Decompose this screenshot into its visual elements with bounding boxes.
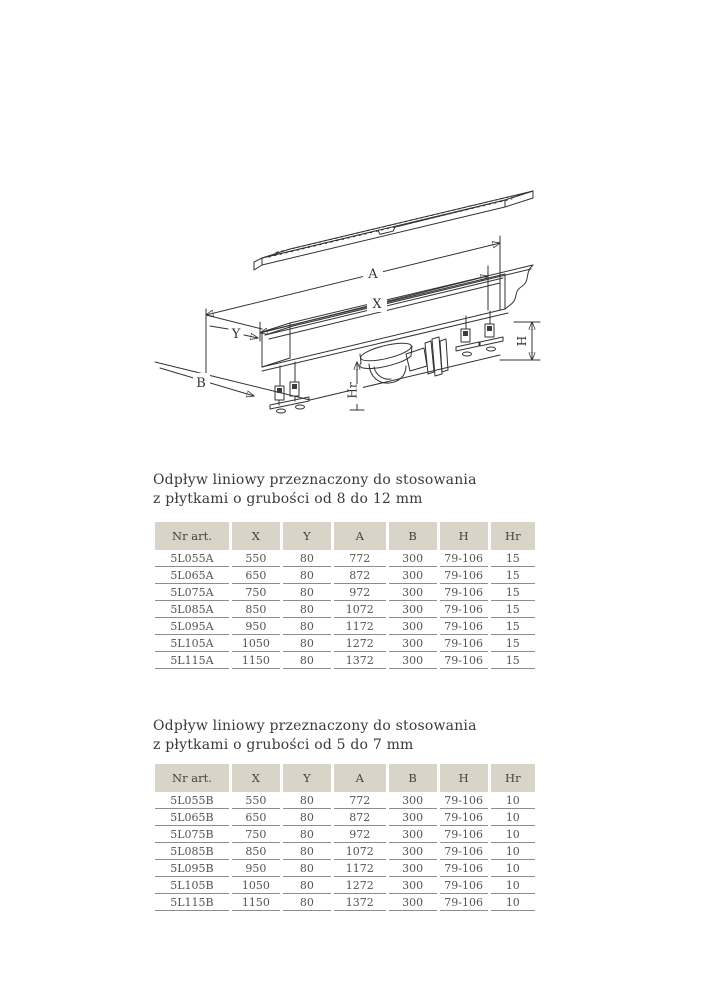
dimension-cell: 872 bbox=[334, 809, 386, 826]
table-header-row bbox=[155, 764, 535, 792]
dimension-cell: 10 bbox=[491, 843, 535, 860]
table-header-row bbox=[155, 522, 535, 550]
dimension-cell: 1272 bbox=[334, 635, 386, 652]
dimension-cell: 300 bbox=[389, 652, 437, 669]
column-header: B bbox=[389, 522, 437, 550]
art-number-cell: 5L055B bbox=[155, 792, 229, 809]
dimension-cell: 300 bbox=[389, 567, 437, 584]
section-heading-8-12 bbox=[153, 471, 477, 509]
dimension-cell: 15 bbox=[491, 635, 535, 652]
art-number-cell: 5L055A bbox=[155, 550, 229, 567]
dimension-cell: 1172 bbox=[334, 618, 386, 635]
dimension-cell: 1372 bbox=[334, 652, 386, 669]
dimension-cell: 15 bbox=[491, 652, 535, 669]
dimension-hr bbox=[346, 362, 365, 410]
heading-line-2: z płytkami o grubości od 8 do 12 mm bbox=[153, 491, 423, 507]
dimension-cell: 10 bbox=[491, 809, 535, 826]
dim-label-y: Y bbox=[231, 327, 241, 342]
spec-table-5-7 bbox=[152, 764, 538, 911]
adjustable-foot-left bbox=[270, 362, 309, 413]
table-row bbox=[155, 860, 535, 877]
dimension-cell: 300 bbox=[389, 792, 437, 809]
dimension-cell: 1150 bbox=[232, 652, 280, 669]
table-row bbox=[155, 809, 535, 826]
dimension-cell: 300 bbox=[389, 860, 437, 877]
dimension-cell: 772 bbox=[334, 792, 386, 809]
dimension-cell: 15 bbox=[491, 550, 535, 567]
dimension-cell: 80 bbox=[283, 550, 331, 567]
dimension-cell: 872 bbox=[334, 567, 386, 584]
dimension-cell: 79-106 bbox=[440, 584, 488, 601]
dimension-cell: 80 bbox=[283, 792, 331, 809]
spec-table-8-12 bbox=[152, 522, 538, 669]
table-row bbox=[155, 826, 535, 843]
dimension-cell: 550 bbox=[232, 792, 280, 809]
column-header: Nr art. bbox=[155, 764, 229, 792]
dimension-cell: 79-106 bbox=[440, 635, 488, 652]
table-row bbox=[155, 635, 535, 652]
dimension-cell: 79-106 bbox=[440, 550, 488, 567]
column-header: Y bbox=[283, 522, 331, 550]
column-header: X bbox=[232, 764, 280, 792]
dimension-cell: 850 bbox=[232, 601, 280, 618]
dimension-cell: 80 bbox=[283, 826, 331, 843]
dimension-b bbox=[160, 368, 254, 396]
dimension-cell: 750 bbox=[232, 584, 280, 601]
art-number-cell: 5L085A bbox=[155, 601, 229, 618]
dim-label-hr: Hr bbox=[345, 382, 360, 399]
column-header: A bbox=[334, 764, 386, 792]
heading-line-2: z płytkami o grubości od 5 do 7 mm bbox=[153, 737, 414, 753]
dimension-cell: 300 bbox=[389, 877, 437, 894]
dimension-cell: 80 bbox=[283, 584, 331, 601]
column-header: Hr bbox=[491, 522, 535, 550]
dimension-cell: 10 bbox=[491, 826, 535, 843]
dimension-cell: 550 bbox=[232, 550, 280, 567]
column-header: A bbox=[334, 522, 386, 550]
dimension-cell: 80 bbox=[283, 567, 331, 584]
table-row bbox=[155, 601, 535, 618]
table-row bbox=[155, 618, 535, 635]
dimension-cell: 10 bbox=[491, 894, 535, 911]
dimension-cell: 80 bbox=[283, 652, 331, 669]
dimension-cell: 1150 bbox=[232, 894, 280, 911]
dimension-cell: 80 bbox=[283, 635, 331, 652]
art-number-cell: 5L065A bbox=[155, 567, 229, 584]
dimension-cell: 300 bbox=[389, 809, 437, 826]
art-number-cell: 5L115B bbox=[155, 894, 229, 911]
dimension-cell: 80 bbox=[283, 894, 331, 911]
dimension-cell: 300 bbox=[389, 894, 437, 911]
dimension-cell: 650 bbox=[232, 567, 280, 584]
dimension-cell: 10 bbox=[491, 792, 535, 809]
dim-label-a: A bbox=[368, 267, 378, 282]
column-header: Nr art. bbox=[155, 522, 229, 550]
dimension-cell: 15 bbox=[491, 567, 535, 584]
dimension-cell: 79-106 bbox=[440, 567, 488, 584]
dimension-cell: 1050 bbox=[232, 877, 280, 894]
dimension-cell: 750 bbox=[232, 826, 280, 843]
table-row bbox=[155, 584, 535, 601]
art-number-cell: 5L095A bbox=[155, 618, 229, 635]
dimension-cell: 300 bbox=[389, 843, 437, 860]
dimension-cell: 79-106 bbox=[440, 601, 488, 618]
column-header: Y bbox=[283, 764, 331, 792]
dimension-cell: 80 bbox=[283, 877, 331, 894]
outlet-pipe bbox=[406, 337, 448, 376]
dimension-cell: 79-106 bbox=[440, 860, 488, 877]
dimension-cell: 300 bbox=[389, 635, 437, 652]
dimension-cell: 79-106 bbox=[440, 826, 488, 843]
dimension-cell: 79-106 bbox=[440, 843, 488, 860]
dimension-cell: 15 bbox=[491, 584, 535, 601]
dimension-cell: 10 bbox=[491, 877, 535, 894]
table-row bbox=[155, 652, 535, 669]
art-number-cell: 5L085B bbox=[155, 843, 229, 860]
art-number-cell: 5L115A bbox=[155, 652, 229, 669]
dimension-cell: 950 bbox=[232, 618, 280, 635]
column-header: B bbox=[389, 764, 437, 792]
art-number-cell: 5L105B bbox=[155, 877, 229, 894]
adjustable-feet-right bbox=[456, 311, 503, 356]
dimension-cell: 300 bbox=[389, 618, 437, 635]
technical-drawing bbox=[148, 188, 568, 428]
heading-line-1: Odpływ liniowy przeznaczony do stosowania bbox=[153, 472, 477, 488]
heading-line-1: Odpływ liniowy przeznaczony do stosowania bbox=[153, 718, 477, 734]
dim-label-h: H bbox=[515, 335, 529, 347]
dimension-a bbox=[206, 236, 500, 315]
column-header: H bbox=[440, 522, 488, 550]
dimension-y bbox=[210, 326, 258, 342]
dimension-cell: 80 bbox=[283, 601, 331, 618]
column-header: H bbox=[440, 764, 488, 792]
art-number-cell: 5L075B bbox=[155, 826, 229, 843]
art-number-cell: 5L075A bbox=[155, 584, 229, 601]
dimension-cell: 79-106 bbox=[440, 877, 488, 894]
art-number-cell: 5L095B bbox=[155, 860, 229, 877]
dimension-cell: 1072 bbox=[334, 843, 386, 860]
dimension-cell: 79-106 bbox=[440, 792, 488, 809]
dimension-cell: 79-106 bbox=[440, 809, 488, 826]
dimension-cell: 650 bbox=[232, 809, 280, 826]
dimension-cell: 1050 bbox=[232, 635, 280, 652]
dimension-cell: 79-106 bbox=[440, 652, 488, 669]
dimension-h bbox=[500, 322, 540, 360]
column-header: X bbox=[232, 522, 280, 550]
dimension-cell: 300 bbox=[389, 826, 437, 843]
dimension-cell: 1272 bbox=[334, 877, 386, 894]
dim-label-x: X bbox=[372, 297, 382, 312]
dimension-cell: 15 bbox=[491, 601, 535, 618]
table-row bbox=[155, 792, 535, 809]
table-row bbox=[155, 877, 535, 894]
column-header: Hr bbox=[491, 764, 535, 792]
dimension-cell: 950 bbox=[232, 860, 280, 877]
dimension-cell: 15 bbox=[491, 618, 535, 635]
dimension-cell: 972 bbox=[334, 826, 386, 843]
dimension-cell: 80 bbox=[283, 843, 331, 860]
dimension-cell: 300 bbox=[389, 584, 437, 601]
dimension-cell: 79-106 bbox=[440, 894, 488, 911]
dimension-cell: 972 bbox=[334, 584, 386, 601]
table-row bbox=[155, 550, 535, 567]
dimension-cell: 1172 bbox=[334, 860, 386, 877]
dimension-cell: 300 bbox=[389, 550, 437, 567]
dimension-cell: 1072 bbox=[334, 601, 386, 618]
table-row bbox=[155, 843, 535, 860]
dimension-cell: 80 bbox=[283, 860, 331, 877]
drain-grate bbox=[254, 191, 533, 270]
dimension-cell: 300 bbox=[389, 601, 437, 618]
section-heading-5-7 bbox=[153, 717, 477, 755]
dim-label-b: B bbox=[196, 376, 206, 391]
dimension-cell: 850 bbox=[232, 843, 280, 860]
dimension-cell: 80 bbox=[283, 809, 331, 826]
dimension-cell: 79-106 bbox=[440, 618, 488, 635]
table-row bbox=[155, 567, 535, 584]
dimension-cell: 772 bbox=[334, 550, 386, 567]
dimension-cell: 1372 bbox=[334, 894, 386, 911]
art-number-cell: 5L065B bbox=[155, 809, 229, 826]
dimension-cell: 10 bbox=[491, 860, 535, 877]
table-row bbox=[155, 894, 535, 911]
art-number-cell: 5L105A bbox=[155, 635, 229, 652]
dimension-cell: 80 bbox=[283, 618, 331, 635]
